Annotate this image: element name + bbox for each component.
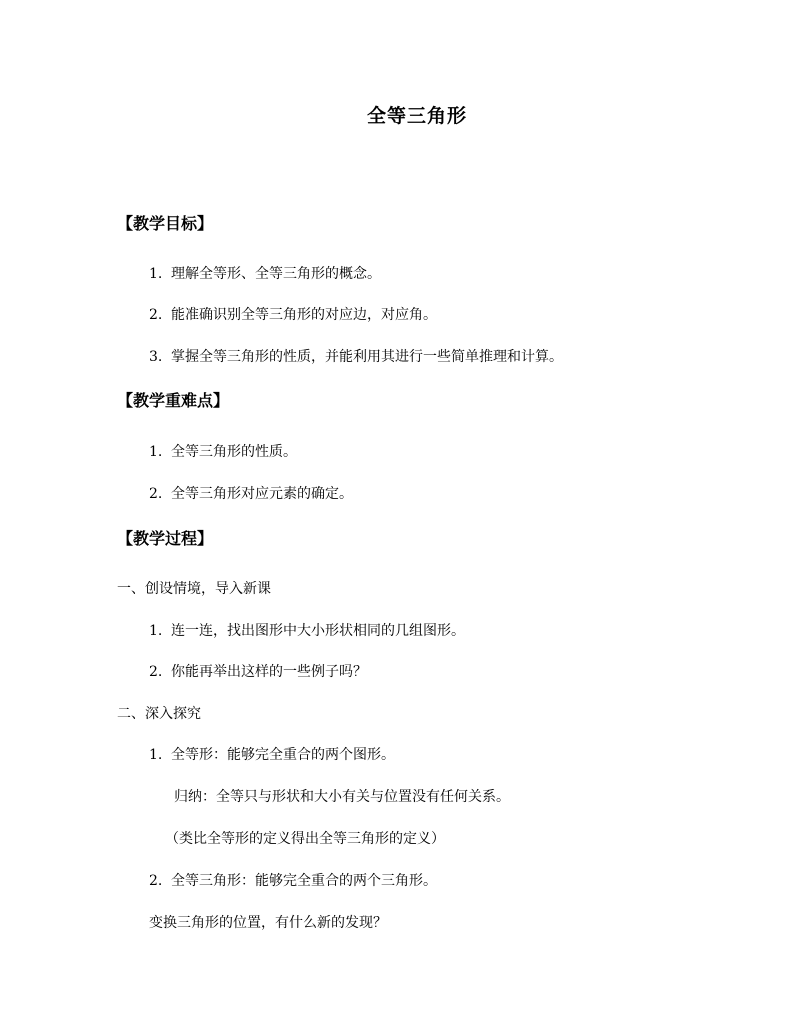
process-item bbox=[149, 661, 367, 681]
section-title: 一、创设情境，导入新课 bbox=[117, 581, 271, 597]
item-number: 1. bbox=[149, 444, 163, 460]
item-number: 3. bbox=[149, 349, 163, 365]
process-item bbox=[149, 744, 395, 764]
item-number: 1. bbox=[149, 623, 163, 639]
item-number: 1. bbox=[149, 747, 163, 763]
document-title: 全等三角形 bbox=[366, 105, 467, 127]
key-point-item bbox=[149, 441, 297, 461]
item-text: 全等形：能够完全重合的两个图形。 bbox=[171, 747, 395, 763]
item-number: 1. bbox=[149, 266, 163, 282]
process-item bbox=[149, 870, 437, 890]
objective-item bbox=[149, 263, 381, 283]
objective-item bbox=[149, 304, 437, 324]
item-number: 2. bbox=[149, 307, 163, 323]
item-text: 全等三角形的性质。 bbox=[171, 444, 297, 460]
key-points-heading: 【教学重难点】 bbox=[117, 391, 230, 410]
item-text: 能准确识别全等三角形的对应边，对应角。 bbox=[171, 307, 437, 323]
key-point-item bbox=[149, 483, 353, 503]
item-text: 连一连，找出图形中大小形状相同的几组图形。 bbox=[171, 623, 465, 639]
item-number: 2. bbox=[149, 486, 163, 502]
process-item bbox=[149, 620, 465, 640]
note-text: （类比全等形的定义得出全等三角形的定义） bbox=[165, 831, 445, 847]
item-text: 全等三角形对应元素的确定。 bbox=[171, 486, 353, 502]
item-text: 理解全等形、全等三角形的概念。 bbox=[171, 266, 381, 282]
process-heading: 【教学过程】 bbox=[117, 529, 214, 548]
summary-text: 归纳：全等只与形状和大小有关与位置没有任何关系。 bbox=[174, 789, 510, 805]
objective-item bbox=[149, 346, 563, 366]
item-text: 你能再举出这样的一些例子吗？ bbox=[171, 664, 367, 680]
section-title: 二、深入探究 bbox=[117, 706, 201, 722]
question-text: 变换三角形的位置，有什么新的发现？ bbox=[149, 915, 387, 931]
objectives-heading: 【教学目标】 bbox=[117, 214, 214, 233]
item-text: 全等三角形：能够完全重合的两个三角形。 bbox=[171, 873, 437, 889]
item-number: 2. bbox=[149, 873, 163, 889]
item-number: 2. bbox=[149, 664, 163, 680]
item-text: 掌握全等三角形的性质，并能利用其进行一些简单推理和计算。 bbox=[171, 349, 563, 365]
